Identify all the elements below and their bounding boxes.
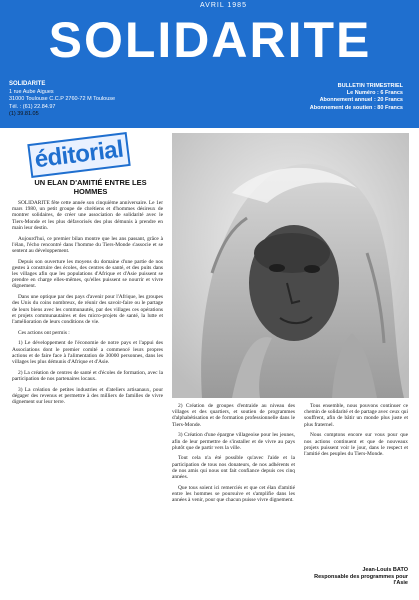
paragraph: Dans une optique par des pays d'avenir pour l'Afrique, les groupes des Unis du coins nombreux, de réunir des savoir-faire ou le partage de leurs biens avec les communautés, par des villages ces opérations et projets communautaires et des micro-projets de santé, la lutte et l'amélioration de leurs conditions de vie. [12, 294, 163, 325]
annual-subscription: Abonnement annuel : 20 Francs [319, 97, 403, 104]
paragraph: 3) La création de petites industries et d'ateliers artisanaux, pour dégager des revenus et permettre à des milliers de familles de vivre dignement sur leur terre. [12, 386, 163, 405]
editorial-badge [27, 132, 130, 178]
paragraph: Depuis son ouverture les moyens du domaine d'une partie de nos gestes à construire des écoles, des centres de santé, et des puits dans les villages afin que les populations d'Afrique et d'Asie puissent se prendre en charge elles-mêmes, qu'elles puissent se nourrir et vivre dignement. [12, 258, 163, 290]
article-column-3 [304, 403, 408, 553]
article-headline: UN ELAN D'AMITIÉ ENTRE LES HOMMES [34, 178, 147, 196]
masthead [0, 0, 419, 128]
ccp-line: (1) 39.81.05 [9, 111, 39, 118]
paragraph: Aujourd'hui, ce premier bilan montre que les ans passant, grâce à l'élan, l'écho rencontré dans l'homme du Tiers-Monde s'associe et se sentent au développement. [12, 235, 163, 254]
portrait-photo [172, 133, 409, 398]
paragraph: 1) Le développement de l'économie de notre pays et l'appui des Associations dont le premier comité a commencé leurs propres actions et de faire face à l'alimentation de 30000 personnes, dans les villages les plus démunis d'Afrique et d'Asie. [12, 340, 163, 365]
paragraph: Tout cela n'a été possible qu'avec l'aide et la participation de tous nos donateurs, de nos adhérents et de nos amis qui nous ont fait confiance depuis ces cinq années. [172, 455, 295, 481]
issue-date: AVRIL 1985 [200, 2, 247, 9]
paragraph: Tous ensemble, nous pouvons continuer ce chemin de solidarité et de partage avec ceux qui souffrent, afin de bâtir un monde plus juste et plus fraternel. [304, 403, 408, 428]
subscription-info [253, 83, 403, 112]
paragraph: 2) Création de groupes d'entraide au niveau des villages et des quartiers, et soutien de programmes d'alphabétisation et de formation professionnelle dans le Tiers-Monde. [172, 403, 295, 428]
newspaper-title: SOLIDARITE [48, 12, 372, 68]
paragraph: Ces actions ont permis : [18, 329, 70, 336]
portrait-image [172, 133, 409, 398]
article-column-1 [12, 200, 163, 592]
phone: Tél. : (61) 22.84.97 [9, 103, 56, 110]
signature-name: Jean-Louis BATO [362, 567, 408, 573]
publisher-address [9, 81, 199, 119]
support-subscription: Abonnement de soutien : 80 Francs [309, 104, 403, 111]
paragraph: SOLIDARITE fête cette année son cinquième anniversaire. Le 1er mars 1980, un petit groupe de chrétiens et d'hommes désireux de montrer solidaires, de créer une association de solidarité avec le Tiers-Monde et les plus défavorisés des plus démunis à prendre en main leur destin. [12, 200, 163, 231]
publisher-name: SOLIDARITE [9, 81, 46, 87]
article-column-2 [172, 403, 295, 595]
paragraph: Que tous soient ici remerciés et que cet élan d'amitié entre les hommes se poursuive et s'amplifie dans les années à venir, pour que chacun puisse vivre dignement. [172, 484, 295, 504]
signature-role: Responsable des programmes pour l'Asie [314, 573, 408, 587]
signature [304, 567, 408, 587]
address-line-1: 1 rue Aube Aigues [9, 88, 54, 95]
issue-price: Le Numéro : 6 Francs [346, 90, 403, 97]
editorial-badge-label: éditorial [33, 135, 125, 174]
paragraph: Nous comptons encore sur vous pour que nos actions continuent et que de nouveaux projets puissent voir le jour, dans le respect et l'amitié des peuples du Tiers-Monde. [304, 432, 408, 457]
address-line-2: 31000 Toulouse C.C.P 2760-72 M Toulouse [9, 96, 116, 103]
paragraph: 2) La création de centres de santé et d'écoles de formation, avec la participation de nos partenaires locaux. [12, 369, 163, 382]
paragraph: 3) Création d'une épargne villageoise pour les jeunes, afin de leur permettre de s'installer et de vivre au pays plutôt que de partir vers la ville. [172, 432, 295, 451]
bulletin-label: BULLETIN TRIMESTRIEL [337, 83, 403, 89]
